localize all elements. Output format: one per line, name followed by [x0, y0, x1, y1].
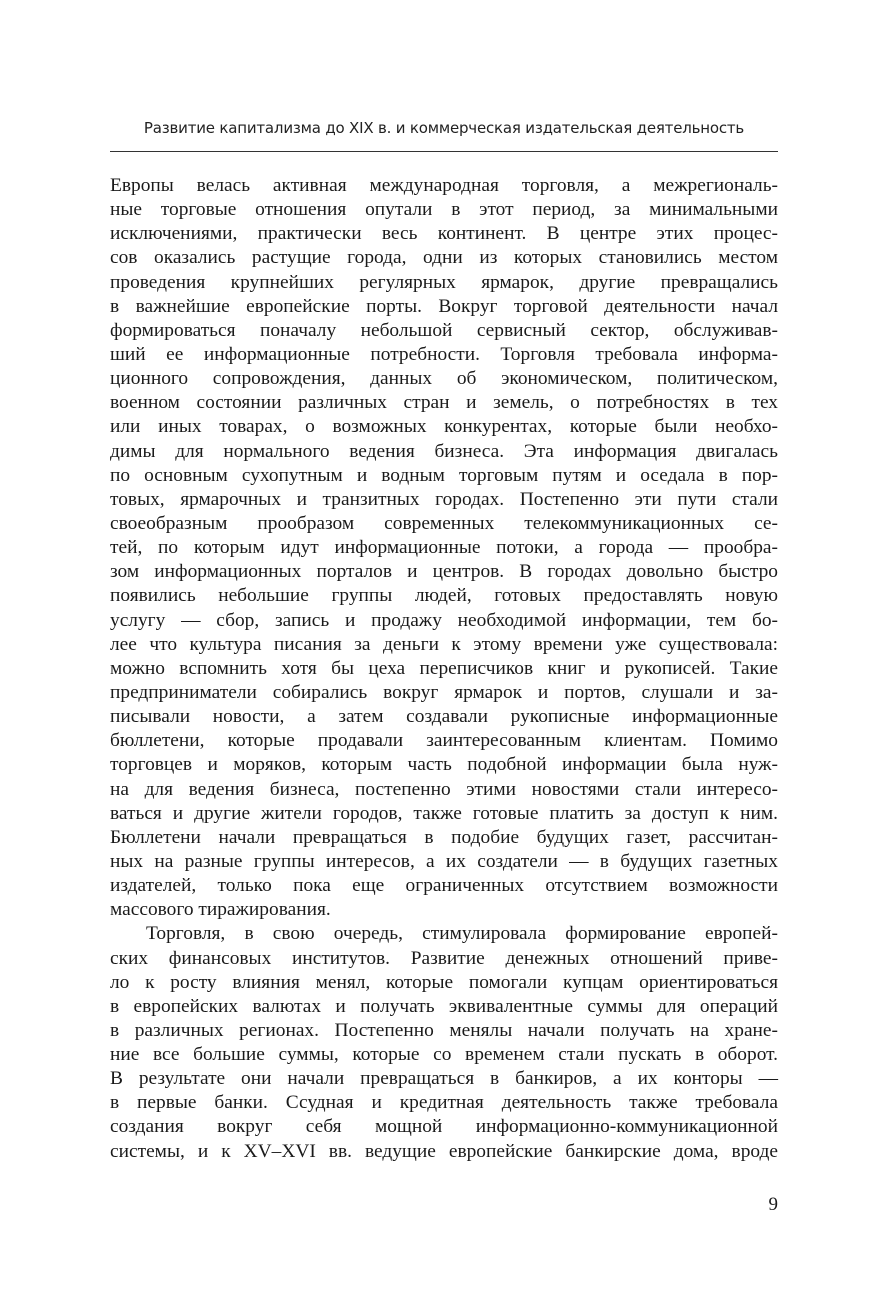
paragraph-2	[110, 922, 778, 1163]
text-line: писывали новости, а затем создавали рукописные информационные	[110, 706, 778, 728]
text-line: военном состоянии различных стран и земель, о потребностях в тех	[110, 392, 778, 414]
text-line: в первые банки. Ссудная и кредитная деятельность также требовала	[110, 1092, 778, 1114]
text-line: услугу — сбор, запись и продажу необходимой информации, тем бо-	[110, 609, 778, 631]
paragraph-1	[110, 174, 778, 922]
text-line: лее что культура писания за деньги к этому времени уже существовала:	[110, 633, 778, 655]
text-line: ских финансовых институтов. Развитие денежных отношений приве-	[110, 947, 778, 969]
text-line: Бюллетени начали превращаться в подобие будущих газет, рассчитан-	[110, 826, 778, 848]
text-line: или иных товарах, о возможных конкурентах, которые были необхо-	[110, 416, 778, 438]
text-line: в европейских валютах и получать эквивалентные суммы для операций	[110, 995, 778, 1017]
text-line: исключениями, практически весь континент. В центре этих процес-	[110, 223, 778, 245]
text-line: димы для нормального ведения бизнеса. Эта информация двигалась	[110, 440, 778, 462]
text-line: своеобразным прообразом современных телекоммуникационных се-	[110, 512, 778, 534]
running-head: Развитие капитализма до XIX в. и коммерческая издательская деятельность	[143, 119, 745, 137]
text-line: торговцев и моряков, которым часть подобной информации была нуж-	[110, 754, 778, 776]
text-line: появились небольшие группы людей, готовых предоставлять новую	[110, 585, 778, 607]
text-line: В результате они начали превращаться в банкиров, а их конторы —	[110, 1068, 778, 1090]
text-line: зом информационных порталов и центров. В городах довольно быстро	[110, 561, 778, 583]
text-line: по основным сухопутным и водным торговым путям и оседала в пор-	[110, 464, 778, 486]
text-line: системы, и к XV–XVI вв. ведущие европейские банкирские дома, вроде	[110, 1140, 778, 1162]
text-line: предприниматели собирались вокруг ярмарок и портов, слушали и за-	[110, 681, 778, 703]
text-line: можно вспомнить хотя бы цеха переписчиков книг и рукописей. Такие	[110, 657, 778, 679]
text-line: проведения крупнейших регулярных ярмарок, другие превращались	[110, 271, 778, 293]
header-rule	[110, 151, 778, 152]
text-line: тей, по которым идут информационные потоки, а города — прообра-	[110, 537, 778, 559]
text-line: ных на разные группы интересов, а их создатели — в будущих газетных	[110, 850, 778, 872]
text-line: товых, ярмарочных и транзитных городах. Постепенно эти пути стали	[110, 488, 778, 510]
text-line: создания вокруг себя мощной информационно-коммуникационной	[110, 1116, 778, 1138]
text-line: на для ведения бизнеса, постепенно этими новостями стали интересо-	[110, 778, 778, 800]
text-line: ло к росту влияния менял, которые помогали купцам ориентироваться	[110, 971, 778, 993]
text-line: в различных регионах. Постепенно менялы начали получать на хране-	[110, 1019, 778, 1041]
text-line: ные торговые отношения опутали в этот период, за минимальными	[110, 199, 778, 221]
text-line: Торговля, в свою очередь, стимулировала формирование европей-	[146, 923, 778, 945]
text-line: бюллетени, которые продавали заинтересованным клиентам. Помимо	[110, 730, 778, 752]
body-text	[110, 174, 778, 1164]
text-line: ционного сопровождения, данных об экономическом, политическом,	[110, 368, 778, 390]
text-line: сов оказались растущие города, одни из которых становились местом	[110, 247, 778, 269]
page-number: 9	[768, 1194, 778, 1215]
text-line: в важнейшие европейские порты. Вокруг торговой деятельности начал	[110, 295, 778, 317]
text-line: издателей, только пока еще ограниченных отсутствием возможности	[110, 875, 778, 897]
text-line: массового тиражирования.	[110, 899, 331, 921]
text-line: Европы велась активная международная торговля, а межрегиональ-	[110, 175, 778, 196]
text-line: ший ее информационные потребности. Торговля требовала информа-	[110, 343, 778, 365]
text-line: формироваться поначалу небольшой сервисный сектор, обслуживав-	[110, 319, 778, 341]
text-line: ваться и другие жители городов, также готовые платить за доступ к ним.	[110, 802, 778, 824]
text-line: ние все большие суммы, которые со временем стали пускать в оборот.	[110, 1044, 778, 1066]
